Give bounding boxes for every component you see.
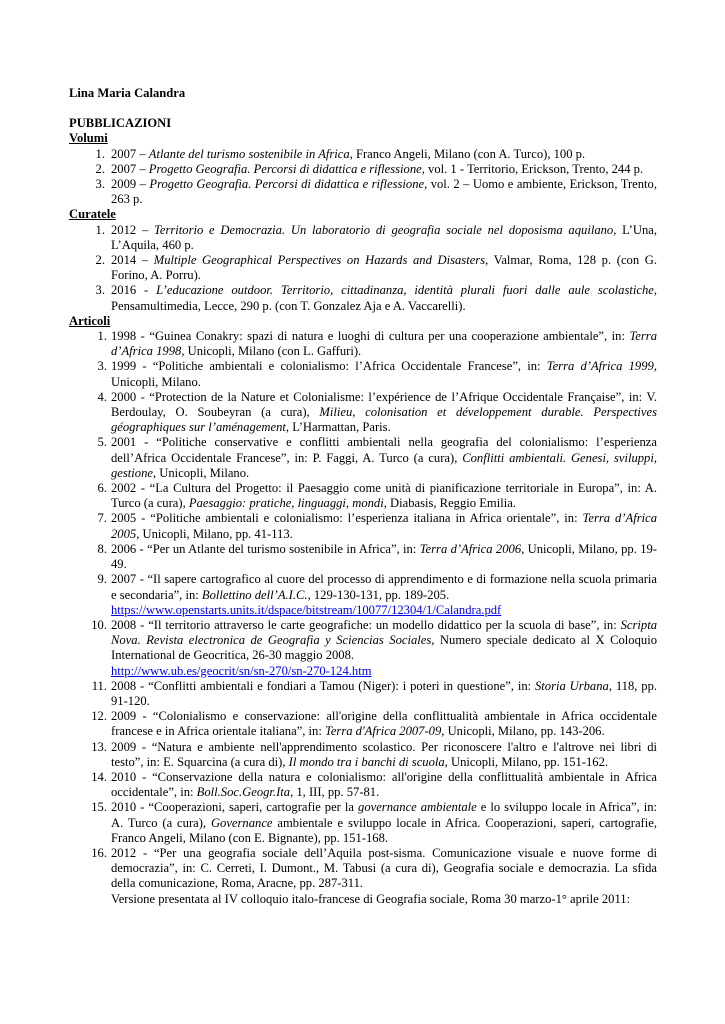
curatele-list: [69, 223, 657, 314]
item-text-part: , 129-130-131, pp. 189-205.: [307, 587, 450, 602]
item-title-italic: Milieu, colonisation et développement durable. Perspectives géographiques sur l’aménagement: [111, 405, 657, 435]
item-text-part: 2016 -: [111, 283, 157, 298]
item-text-part: 2001 - “Politiche conservative e conflitti ambientali nella geografia del colonialismo: l’esperienza dell’Africa Occidentale Francese”, in: P. Faggi, A. Turco (a cura),: [111, 435, 657, 465]
item-number: 14.: [91, 769, 107, 784]
item-text: [111, 709, 657, 739]
item-text: [111, 329, 657, 359]
item-number: 6.: [97, 481, 107, 496]
item-text-part: 2012 –: [111, 222, 155, 237]
item-text-part: , Unicopli, Milano.: [111, 359, 657, 389]
item-number: 5.: [97, 435, 107, 450]
item-text: [111, 618, 657, 679]
item-text-part: 2014 –: [111, 253, 154, 268]
list-item: [69, 147, 657, 162]
list-item: [69, 770, 657, 800]
item-number: 1.: [95, 222, 105, 237]
item-text-part: ambientale e sviluppo locale in Africa. Cooperazioni, saperi, cartografie, Franco Angeli, Milano (con E. Bignante), pp. 151-168.: [111, 815, 657, 845]
item-number: 2.: [95, 253, 105, 268]
item-text-part: , vol. 2 – Uomo e ambiente, Erickson, Trento, 263 p.: [111, 177, 657, 207]
item-text: [111, 223, 657, 253]
item-text-part: 1999 - “Politiche ambientali e colonialismo: l’Africa Occidentale Francese”, in:: [111, 359, 547, 374]
item-title-italic: Progetto Geografia. Percorsi di didattica e riflessione: [149, 177, 425, 192]
item-title-italic: Terra d'Africa 2007-09: [324, 724, 442, 739]
item-text: [111, 481, 657, 511]
item-text-part: 1998 - “Guinea Conakry: spazi di natura e luoghi di cultura per una cooperazione ambientale”, in:: [111, 329, 630, 344]
item-text-part: 2010 - “Cooperazioni, saperi, cartografie per la: [111, 800, 359, 815]
item-title-italic: Terra d’Africa 2006: [419, 541, 522, 556]
item-text-part: 2002 - “La Cultura del Progetto: il Paesaggio come unità di pianificazione territoriale in Europa”, in: A. Turco (a cura),: [111, 481, 657, 511]
item-text-part: , Unicopli, Milano, pp. 151-162.: [444, 754, 609, 769]
item-title-italic: Boll.Soc.Geogr.Ita: [196, 785, 291, 800]
item-text-part: 2006 - “Per un Atlante del turismo sostenibile in Africa”, in:: [111, 541, 420, 556]
item-text: [111, 846, 657, 907]
item-text: [111, 511, 657, 541]
item-text-part: , vol. 1 - Territorio, Erickson, Trento, 244 p.: [421, 161, 644, 176]
item-text-part: 2007 –: [111, 146, 149, 161]
item-title-italic: Il mondo tra i banchi di scuola: [288, 754, 445, 769]
item-text-part: , L’Harmattan, Paris.: [285, 420, 391, 435]
item-number: 8.: [97, 541, 107, 556]
list-item: [69, 329, 657, 359]
item-text: [111, 147, 657, 162]
item-number: 1.: [95, 146, 105, 161]
item-text-part: , Unicopli, Milano (con L. Gaffuri).: [181, 344, 362, 359]
item-text-part: , L’Una, L’Aquila, 460 p.: [111, 222, 657, 252]
item-text-part: , Unicopli, Milano, pp. 41-113.: [136, 526, 293, 541]
list-item: [69, 223, 657, 253]
item-title-italic: Terra d’Africa 1998: [111, 329, 657, 359]
list-item: [69, 800, 657, 846]
item-text: [111, 253, 657, 283]
item-title-italic: L’educazione outdoor. Territorio, cittadinanza, identità plurali fuori dalle aule scolastiche: [156, 283, 654, 298]
item-number: 13.: [91, 739, 107, 754]
item-text-part: e lo sviluppo locale in Africa”, in: A. Turco (a cura),: [111, 800, 657, 830]
item-text-part: , 118, pp. 91-120.: [111, 678, 658, 708]
item-title-italic: Storia Urbana: [534, 678, 609, 693]
list-item: [69, 390, 657, 436]
item-number: 1.: [97, 329, 107, 344]
item-title-italic: Multiple Geographical Perspectives on Hazards and Disasters: [153, 253, 486, 268]
item-title-italic: Atlante del turismo sostenibile in Africa: [148, 146, 350, 161]
curatele-heading: Curatele: [69, 207, 116, 222]
item-text-part: 2005 - “Politiche ambientali e colonialismo: l’esperienza italiana in Africa orientale”, in:: [111, 511, 583, 526]
item-title-italic: Scripta Nova. Revista electronica de Geografia y Sciencias Sociales: [111, 617, 657, 648]
list-item: [69, 740, 657, 770]
item-title-italic: Terra d’Africa 1999: [546, 359, 654, 374]
item-title-italic: Terra d’Africa 2005: [111, 511, 657, 541]
volumi-heading: Volumi: [69, 131, 108, 146]
item-number: 9.: [97, 572, 107, 587]
articoli-heading: Articoli: [69, 313, 111, 328]
item-text-part: , Unicopli, Milano.: [152, 465, 250, 480]
item-text: [111, 390, 657, 436]
item-number: 12.: [91, 709, 107, 724]
item-number: 2.: [95, 161, 105, 176]
item-text-part: 2009 –: [111, 177, 150, 192]
item-text: [111, 770, 657, 800]
item-text-part: 2009 - “Natura e ambiente nell'apprendimento scolastico. Per riconoscere l'altro e l'altrove nei libri di testo”, in: E. Squarcina (a cura di),: [111, 739, 657, 769]
list-item: [69, 177, 657, 207]
list-item: [69, 618, 657, 679]
item-text: [111, 162, 657, 177]
item-title-italic: Bollettino dell’A.I.C.: [201, 587, 308, 602]
item-title-italic: Governance: [210, 815, 273, 830]
list-item: [69, 572, 657, 618]
item-text-part: , Unicopli, Milano, pp. 143-206.: [441, 724, 605, 739]
list-item: [69, 542, 657, 572]
item-text-part: , 1, III, pp. 57-81.: [290, 785, 380, 800]
list-item: [69, 709, 657, 739]
item-text-part: , Unicopli, Milano, pp. 19-49.: [111, 541, 657, 572]
item-text-part: , Valmar, Roma, 128 p. (con G. Forino, A. Porru).: [111, 253, 657, 283]
list-item: [69, 253, 657, 283]
list-item: [69, 435, 657, 481]
item-text-part: 2007 –: [111, 161, 149, 176]
articoli-list: [69, 329, 657, 907]
item-text: [111, 679, 657, 709]
item-title-italic: Conflitti ambientali. Genesi, sviluppi, gestione: [111, 450, 657, 480]
item-text: [111, 435, 657, 481]
item-text-part: , Pensamultimedia, Lecce, 290 p. (con T. Gonzalez Aja e A. Vaccarelli).: [111, 283, 657, 313]
item-number: 3.: [95, 283, 105, 298]
item-number: 16.: [91, 845, 107, 860]
list-item: [69, 846, 657, 907]
list-item: [69, 481, 657, 511]
item-extra-note: Versione presentata al IV colloquio italo-francese di Geografia sociale, Roma 30 marzo-1° aprile 2011:: [111, 891, 631, 906]
list-item: [69, 162, 657, 177]
item-title-italic: Territorio e Democrazia. Un laboratorio di geografia sociale nel doposisma aquilano: [154, 222, 614, 237]
item-number: 7.: [97, 511, 107, 526]
list-item: [69, 359, 657, 389]
list-item: [69, 283, 657, 313]
item-link[interactable]: https://www.openstarts.units.it/dspace/bitstream/10077/12304/1/Calandra.pdf: [111, 602, 502, 617]
item-text-part: 2009 - “Colonialismo e conservazione: all'origine della conflittualità ambientale in Africa occidentale francese e in Africa orientale italiana”, in:: [111, 709, 657, 739]
item-number: 15.: [91, 800, 107, 815]
item-text: [111, 800, 657, 846]
item-text: [111, 283, 657, 313]
item-text: [111, 177, 657, 207]
item-title-italic: Progetto Geografia. Percorsi di didattica e riflessione: [148, 161, 422, 176]
item-text-part: 2010 - “Conservazione della natura e colonialismo: all'origine della conflittualità ambientale in Africa occidentale”, in:: [111, 769, 657, 800]
item-title-italic: governance ambientale: [358, 800, 477, 815]
item-number: 10.: [91, 617, 107, 632]
item-text-part: 2008 - “Il territorio attraverso le carte geografiche: un modello didattico per la scuola di base”, in:: [111, 617, 621, 632]
list-item: [69, 511, 657, 541]
item-title-italic: Paesaggio: pratiche, linguaggi, mondi: [188, 496, 384, 511]
item-text-part: 2007 - “Il sapere cartografico al cuore del processo di apprendimento e di formazione nella scuola primaria e secondaria”, in:: [111, 572, 657, 602]
item-text-part: , Numero speciale dedicato al X Coloquio International de Geocritica, 26-30 maggio 2008.: [111, 633, 657, 663]
item-link[interactable]: http://www.ub.es/geocrit/sn/sn-270/sn-270-124.htm: [111, 663, 372, 678]
item-text-part: 2008 - “Conflitti ambientali e fondiari a Tamou (Niger): i poteri in questione”, in:: [111, 678, 535, 693]
item-text: [111, 359, 657, 389]
item-text-part: 2000 - “Protection de la Nature et Colonialisme: l’expérience de l’Afrique Occidentale Française”, in: V. Berdoulay, O. Soubeyran (a cura),: [111, 389, 657, 420]
section-title: PUBBLICAZIONI: [69, 116, 172, 131]
item-text: [111, 740, 657, 770]
item-text: [111, 542, 657, 572]
item-number: 4.: [97, 389, 107, 404]
item-number: 3.: [95, 177, 105, 192]
item-number: 11.: [91, 678, 107, 693]
author-name: Lina Maria Calandra: [69, 86, 186, 100]
list-item: [69, 679, 657, 709]
volumi-list: [69, 147, 657, 208]
item-text-part: , Franco Angeli, Milano (con A. Turco), 100 p.: [349, 146, 586, 161]
item-number: 3.: [97, 359, 107, 374]
item-text-part: 2012 - “Per una geografia sociale dell’Aquila post-sisma. Comunicazione visuale e nuove forme di democrazia”, in: C. Cerreti, I. Dumont., M. Tabusi (a cura di), Geografia sociale e democrazia. La sfida della comunicazione, Roma, Aracne, pp. 287-311.: [111, 845, 657, 891]
item-text-part: , Diabasis, Reggio Emilia.: [383, 496, 516, 511]
item-text: [111, 572, 657, 618]
